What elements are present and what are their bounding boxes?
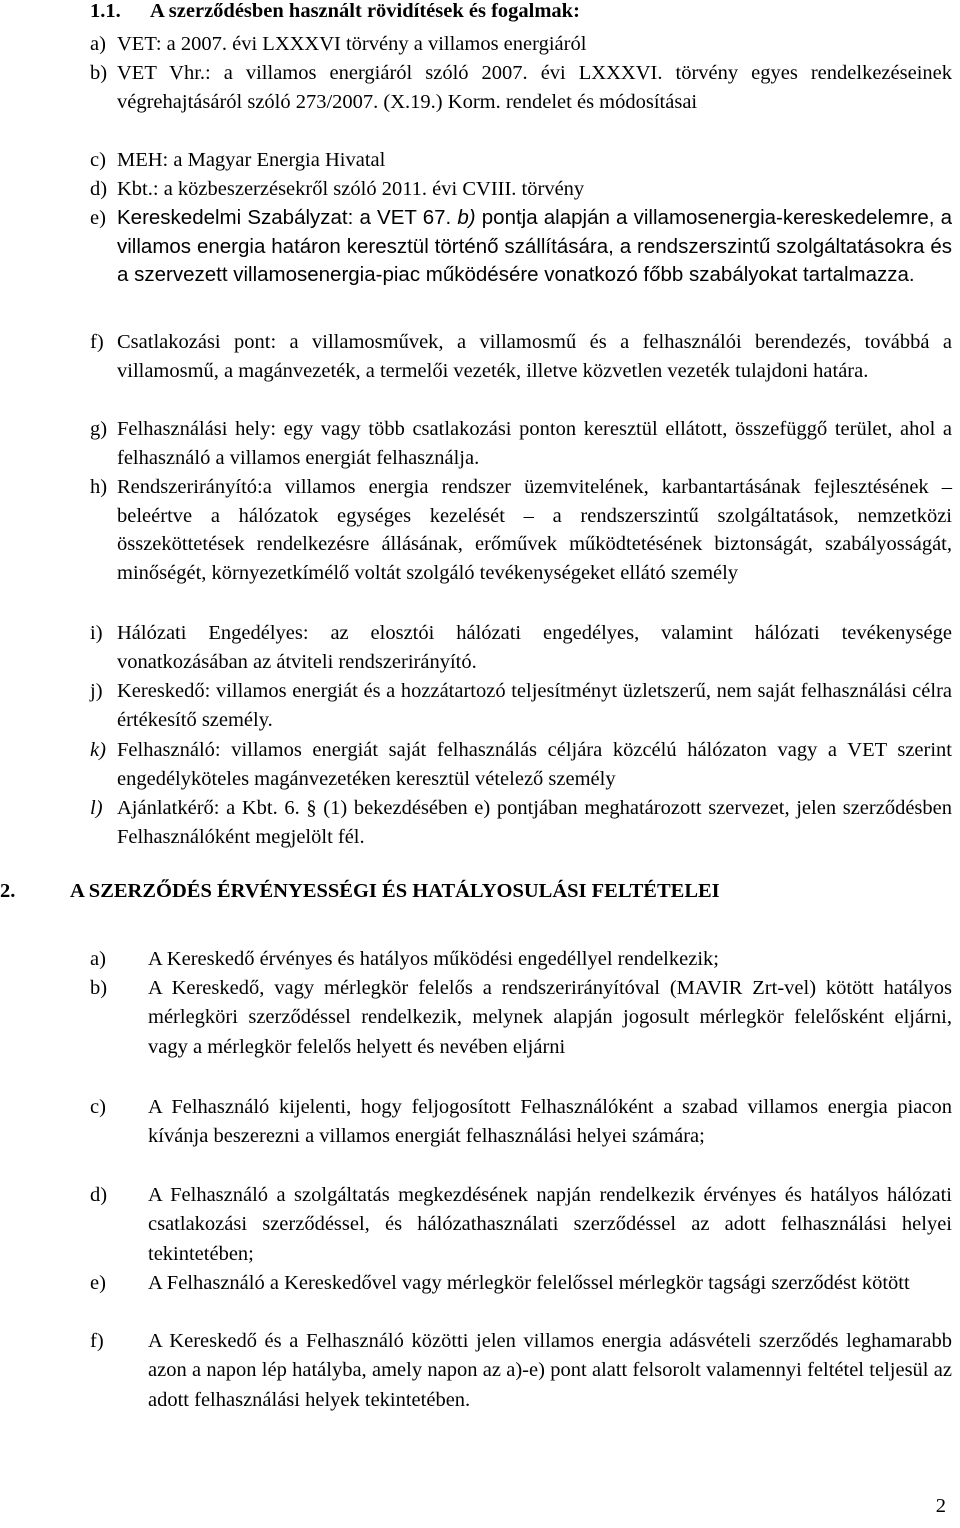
section-2-title: A SZERZŐDÉS ÉRVÉNYESSÉGI ÉS HATÁLYOSULÁSI FELTÉTELEI <box>70 880 720 902</box>
definition-item: f) Csatlakozási pont: a villamosművek, a villamosmű és a felhasználói berendezés, továbbá a villamosmű, a magánvezeték, a termelői vezeték, illetve közvetlen vezeték tulajdoni határa. <box>90 331 952 382</box>
condition-item: c) A Felhasználó kijelenti, hogy feljogosított Felhasználóként a szabad villamos energia piacon kívánja beszerezni a villamos energiát felhasználási helyei számára; <box>90 1096 952 1148</box>
condition-item: a) A Kereskedő érvényes és hatályos működési engedéllyel rendelkezik; <box>90 948 719 970</box>
section-2-number: 2. <box>0 880 16 902</box>
definition-item: b) VET Vhr.: a villamos energiáról szóló 2007. évi LXXXVI. törvény egyes rendelkezéseinek végrehajtásáról szóló 273/2007. (X.19.) Korm. rendelet és módosításai <box>90 62 952 113</box>
definition-item: i) Hálózati Engedélyes: az elosztói hálózati engedélyes, valamint hálózati tevékenysége vonatkozásában az átviteli rendszerirányító. <box>90 622 952 673</box>
definition-item: d) Kbt.: a közbeszerzésekről szóló 2011. évi CVIII. törvény <box>90 178 585 200</box>
condition-item: f) A Kereskedő és a Felhasználó közötti jelen villamos energia adásvételi szerződés leghamarabb azon a napon lép hatályba, amely napon az a)-e) pont alatt felsorolt valamennyi feltétel teljesül az adott felhasználási helyek tekintetében. <box>90 1330 952 1411</box>
section-1-1-title: A szerződésben használt rövidítések és fogalmak: <box>150 0 580 22</box>
definition-item: k) Felhasználó: villamos energiát saját felhasználás céljára közcélú hálózaton vagy a VET szerint engedélyköteles magánvezetéken keresztül vételező személy <box>90 739 952 790</box>
definition-item: c) MEH: a Magyar Energia Hivatal <box>90 149 386 171</box>
page-number: 2 <box>935 1495 946 1517</box>
section-1-1-number: 1.1. <box>90 0 121 22</box>
condition-item: e) A Felhasználó a Kereskedővel vagy mérlegkör felelőssel mérlegkör tagsági szerződést kötött <box>90 1272 910 1294</box>
condition-item: b) A Kereskedő, vagy mérlegkör felelős a rendszerirányítóval (MAVIR Zrt-vel) kötött hatályos mérlegköri szerződéssel rendelkezik, melynek alapján jogosult mérlegkör felelősként eljárni, vagy a mérlegkör felelős helyett és nevében eljárni <box>90 977 952 1058</box>
definition-item: a) VET: a 2007. évi LXXXVI törvény a villamos energiáról <box>90 33 587 55</box>
definition-item: e) Kereskedelmi Szabályzat: a VET 67. b) pontja alapján a villamosenergia-kereskedelemre, a villamos energia határon keresztül történő szállítására, a rendszerszintű szolgáltatásokra és a szervezett villamosenergia-piac működésére vonatkozó főbb szabályokat tartalmazza. <box>90 206 952 287</box>
definition-item: g) Felhasználási hely: egy vagy több csatlakozási ponton keresztül ellátott, összefüggő terület, ahol a felhasználó a villamos energiát felhasználja. <box>90 418 952 469</box>
definition-item: j) Kereskedő: villamos energiát és a hozzátartozó teljesítményt üzletszerű, nem saját felhasználási célra értékesítő személy. <box>90 680 952 731</box>
condition-item: d) A Felhasználó a szolgáltatás megkezdésének napján rendelkezik érvényes és hatályos hálózati csatlakozási szerződéssel, és hálózathasználati szerződéssel az adott felhasználási helyei tekintetében; <box>90 1184 952 1265</box>
definition-item: h) Rendszerirányító:a villamos energia rendszer üzemvitelének, karbantartásának fejlesztésének – beleértve a hálózatok egységes kezelését – a rendszerszintű szolgáltatások, nemzetközi összeköttetések rendelkezésre állásának, erőművek működtetésének biztonságát, szabályosságát, minőségét, környezetkímélő voltát szolgáló tevékenységeket ellátó személy <box>90 476 952 585</box>
definition-item: l) Ajánlatkérő: a Kbt. 6. § (1) bekezdésében e) pontjában meghatározott szervezet, jelen szerződésben Felhasználóként megjelölt fél. <box>90 797 952 848</box>
